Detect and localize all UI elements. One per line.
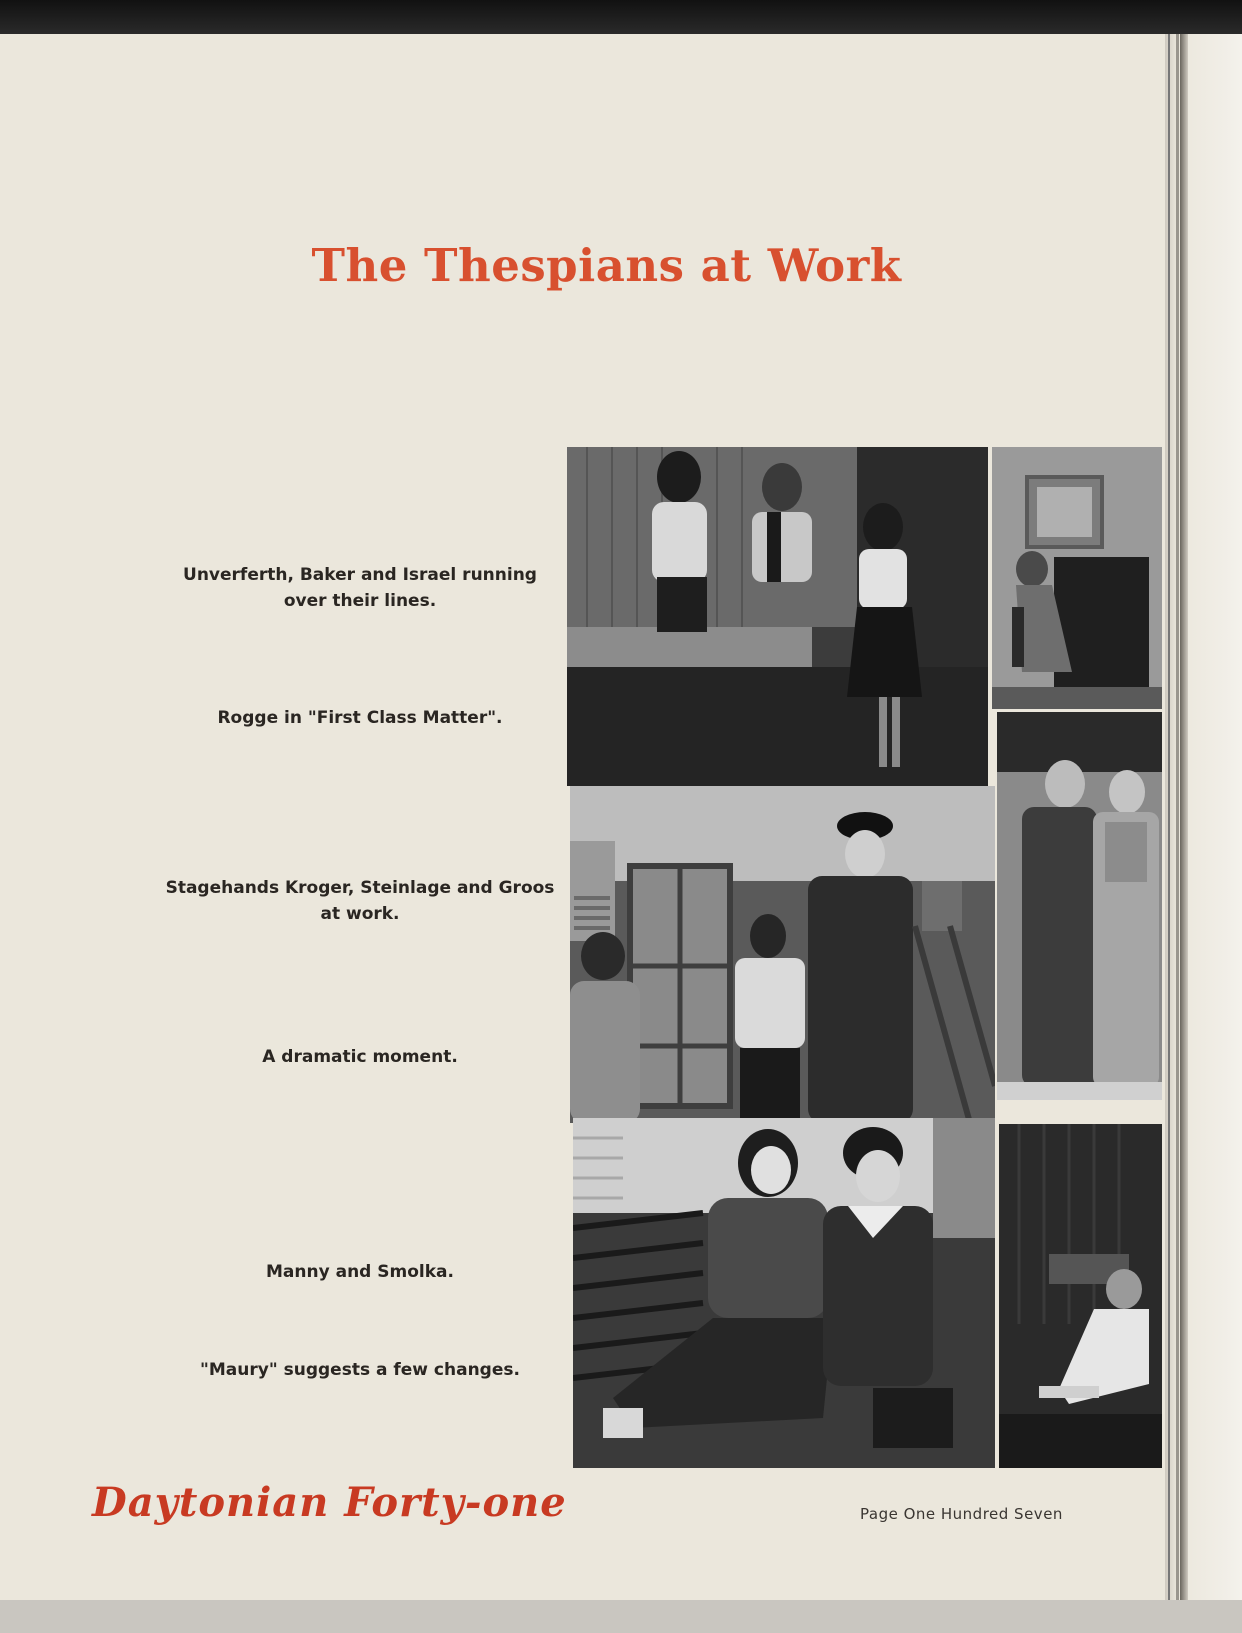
caption-rehearsal: Unverferth, Baker and Israel running over their lines. [183,565,537,611]
photo-woman-at-piano [992,447,1162,709]
photo-couple-on-bench [573,1118,995,1468]
photo-dramatic-moment [997,712,1162,1100]
caption-rogge: Rogge in "First Class Matter". [217,708,503,728]
gutter-shadow [1180,34,1188,1600]
gutter-line [1176,34,1179,1600]
photo-rehearsal-trio [567,447,988,786]
page-title: The Thespians at Work [311,239,902,292]
gutter-line [1168,34,1170,1600]
caption-dramatic-moment: A dramatic moment. [262,1047,458,1067]
yearbook-brand: Daytonian Forty-one [92,1479,567,1526]
bottom-border [0,1600,1242,1633]
page-number: Page One Hundred Seven [860,1505,1063,1523]
caption-maury: "Maury" suggests a few changes. [200,1360,520,1380]
photo-director-seated [999,1124,1162,1468]
photo-stagehands [570,786,995,1123]
top-border [0,0,1242,34]
yearbook-page [0,34,1165,1600]
caption-manny-smolka: Manny and Smolka. [266,1262,454,1282]
caption-stagehands: Stagehands Kroger, Steinlage and Groos at work. [165,878,555,924]
